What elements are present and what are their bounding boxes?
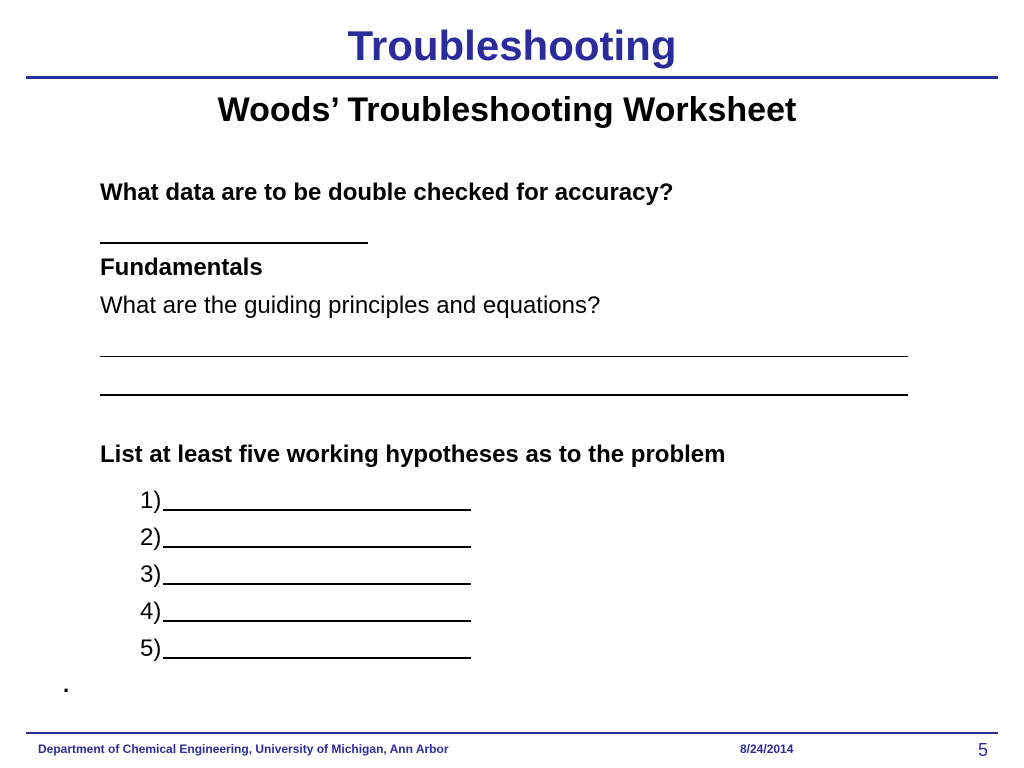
hypothesis-number: 3)	[140, 561, 162, 588]
title-divider	[26, 76, 998, 79]
accuracy-answer-blank[interactable]	[100, 216, 368, 252]
hypothesis-number: 1)	[140, 487, 162, 514]
hypothesis-item-2[interactable]	[140, 517, 471, 553]
accuracy-question: What data are to be double checked for accuracy?	[100, 179, 674, 206]
footer-department: Department of Chemical Engineering, University of Michigan, Ann Arbor	[38, 742, 449, 756]
hypothesis-item-4[interactable]	[140, 591, 471, 627]
hypothesis-item-3[interactable]	[140, 554, 471, 590]
footer-date: 8/24/2014	[740, 742, 794, 756]
footer-divider	[26, 732, 998, 734]
stray-dot: .	[63, 672, 70, 697]
hypothesis-number: 5)	[140, 635, 162, 662]
fundamentals-heading: Fundamentals	[100, 254, 263, 281]
worksheet-subtitle: Woods’ Troubleshooting Worksheet	[217, 91, 797, 129]
hypothesis-item-1[interactable]	[140, 480, 471, 516]
hypotheses-heading: List at least five working hypotheses as to the problem	[100, 441, 726, 468]
hypothesis-number: 4)	[140, 598, 162, 625]
page-number: 5	[978, 740, 989, 760]
hypothesis-item-5[interactable]	[140, 628, 471, 664]
hypothesis-number: 2)	[140, 524, 162, 551]
fundamentals-answer-blank-1[interactable]	[100, 330, 908, 365]
slide-title: Troubleshooting	[347, 22, 677, 69]
fundamentals-answer-blank-2[interactable]	[100, 368, 908, 404]
fundamentals-question: What are the guiding principles and equations?	[100, 292, 601, 319]
